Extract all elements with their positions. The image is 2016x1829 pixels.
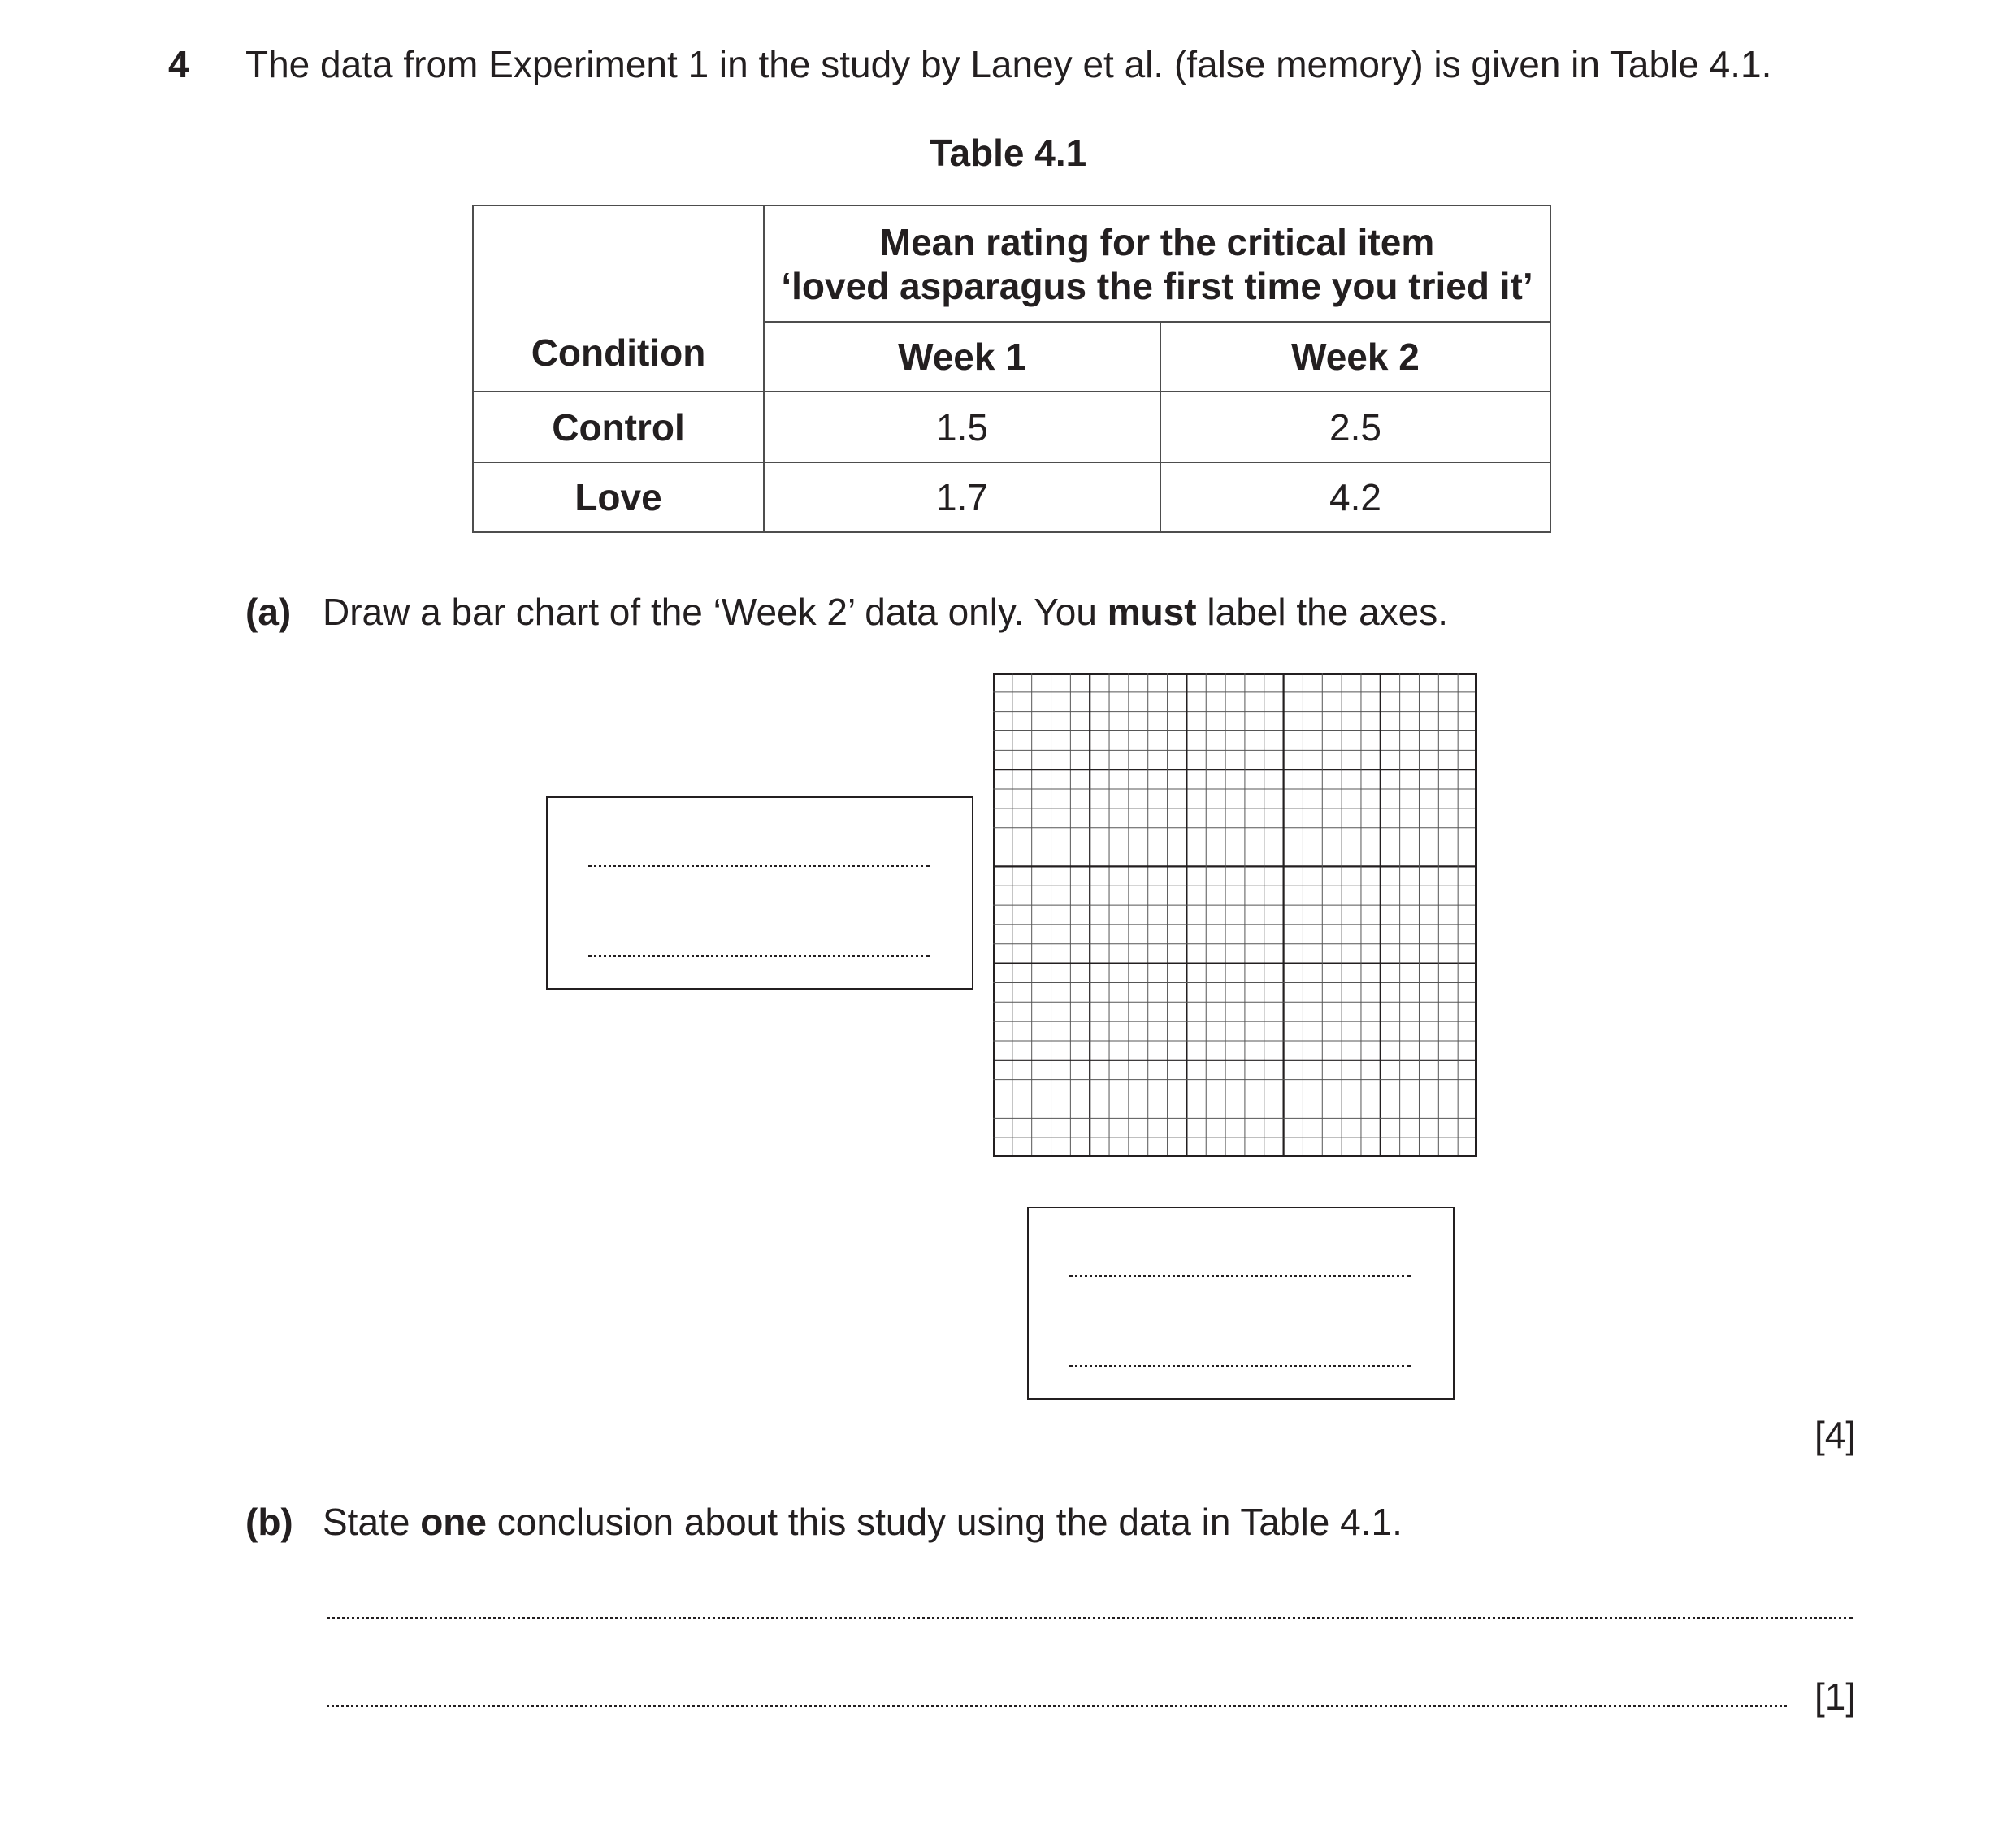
y-axis-label-line-1[interactable] xyxy=(588,865,930,867)
graph-paper-grid[interactable] xyxy=(993,673,1477,1158)
table-caption: Table 4.1 xyxy=(929,132,1087,174)
question-intro: The data from Experiment 1 in the study by Laney et al. (false memory) is given in Table 4.1. xyxy=(245,43,1772,85)
cell-week1: 1.7 xyxy=(764,462,1160,532)
question-number: 4 xyxy=(168,43,189,85)
table-row xyxy=(473,392,1550,462)
y-axis-label-box[interactable] xyxy=(546,796,973,990)
part-b-text-bold: one xyxy=(420,1501,487,1543)
part-b-text-start: State xyxy=(323,1501,421,1543)
answer-line-1[interactable] xyxy=(327,1617,1853,1619)
cell-week1: 1.5 xyxy=(764,392,1160,462)
cell-week2: 4.2 xyxy=(1160,462,1550,532)
table-row xyxy=(473,462,1550,532)
part-a-text-bold: must xyxy=(1107,591,1197,633)
data-table xyxy=(472,205,1551,533)
part-b-text xyxy=(323,1503,1403,1541)
part-b-text-end: conclusion about this study using the data in Table 4.1. xyxy=(486,1501,1403,1543)
x-axis-label-box[interactable] xyxy=(1027,1207,1455,1400)
part-a-text-end: label the axes. xyxy=(1196,591,1449,633)
part-b-marks: [1] xyxy=(1814,1675,1857,1718)
header-mean-rating xyxy=(764,206,1550,322)
cell-condition: Love xyxy=(473,462,764,532)
header-condition: Condition xyxy=(473,206,764,392)
part-a-marks: [4] xyxy=(1814,1414,1857,1456)
y-axis-label-line-2[interactable] xyxy=(588,955,930,957)
part-a-text-start: Draw a bar chart of the ‘Week 2’ data only. You xyxy=(323,591,1108,633)
header-mean-rating-line2: ‘loved asparagus the first time you tried it’ xyxy=(781,264,1533,307)
cell-condition: Control xyxy=(473,392,764,462)
header-mean-rating-line1: Mean rating for the critical item xyxy=(879,220,1435,263)
x-axis-label-line-1[interactable] xyxy=(1069,1275,1411,1277)
part-b-label: (b) xyxy=(245,1501,293,1543)
part-a-label: (a) xyxy=(245,591,292,633)
header-week2: Week 2 xyxy=(1160,322,1550,392)
answer-line-2[interactable] xyxy=(327,1705,1787,1707)
cell-week2: 2.5 xyxy=(1160,392,1550,462)
header-week1: Week 1 xyxy=(764,322,1160,392)
x-axis-label-line-2[interactable] xyxy=(1069,1365,1411,1367)
part-a-text xyxy=(323,593,1448,631)
